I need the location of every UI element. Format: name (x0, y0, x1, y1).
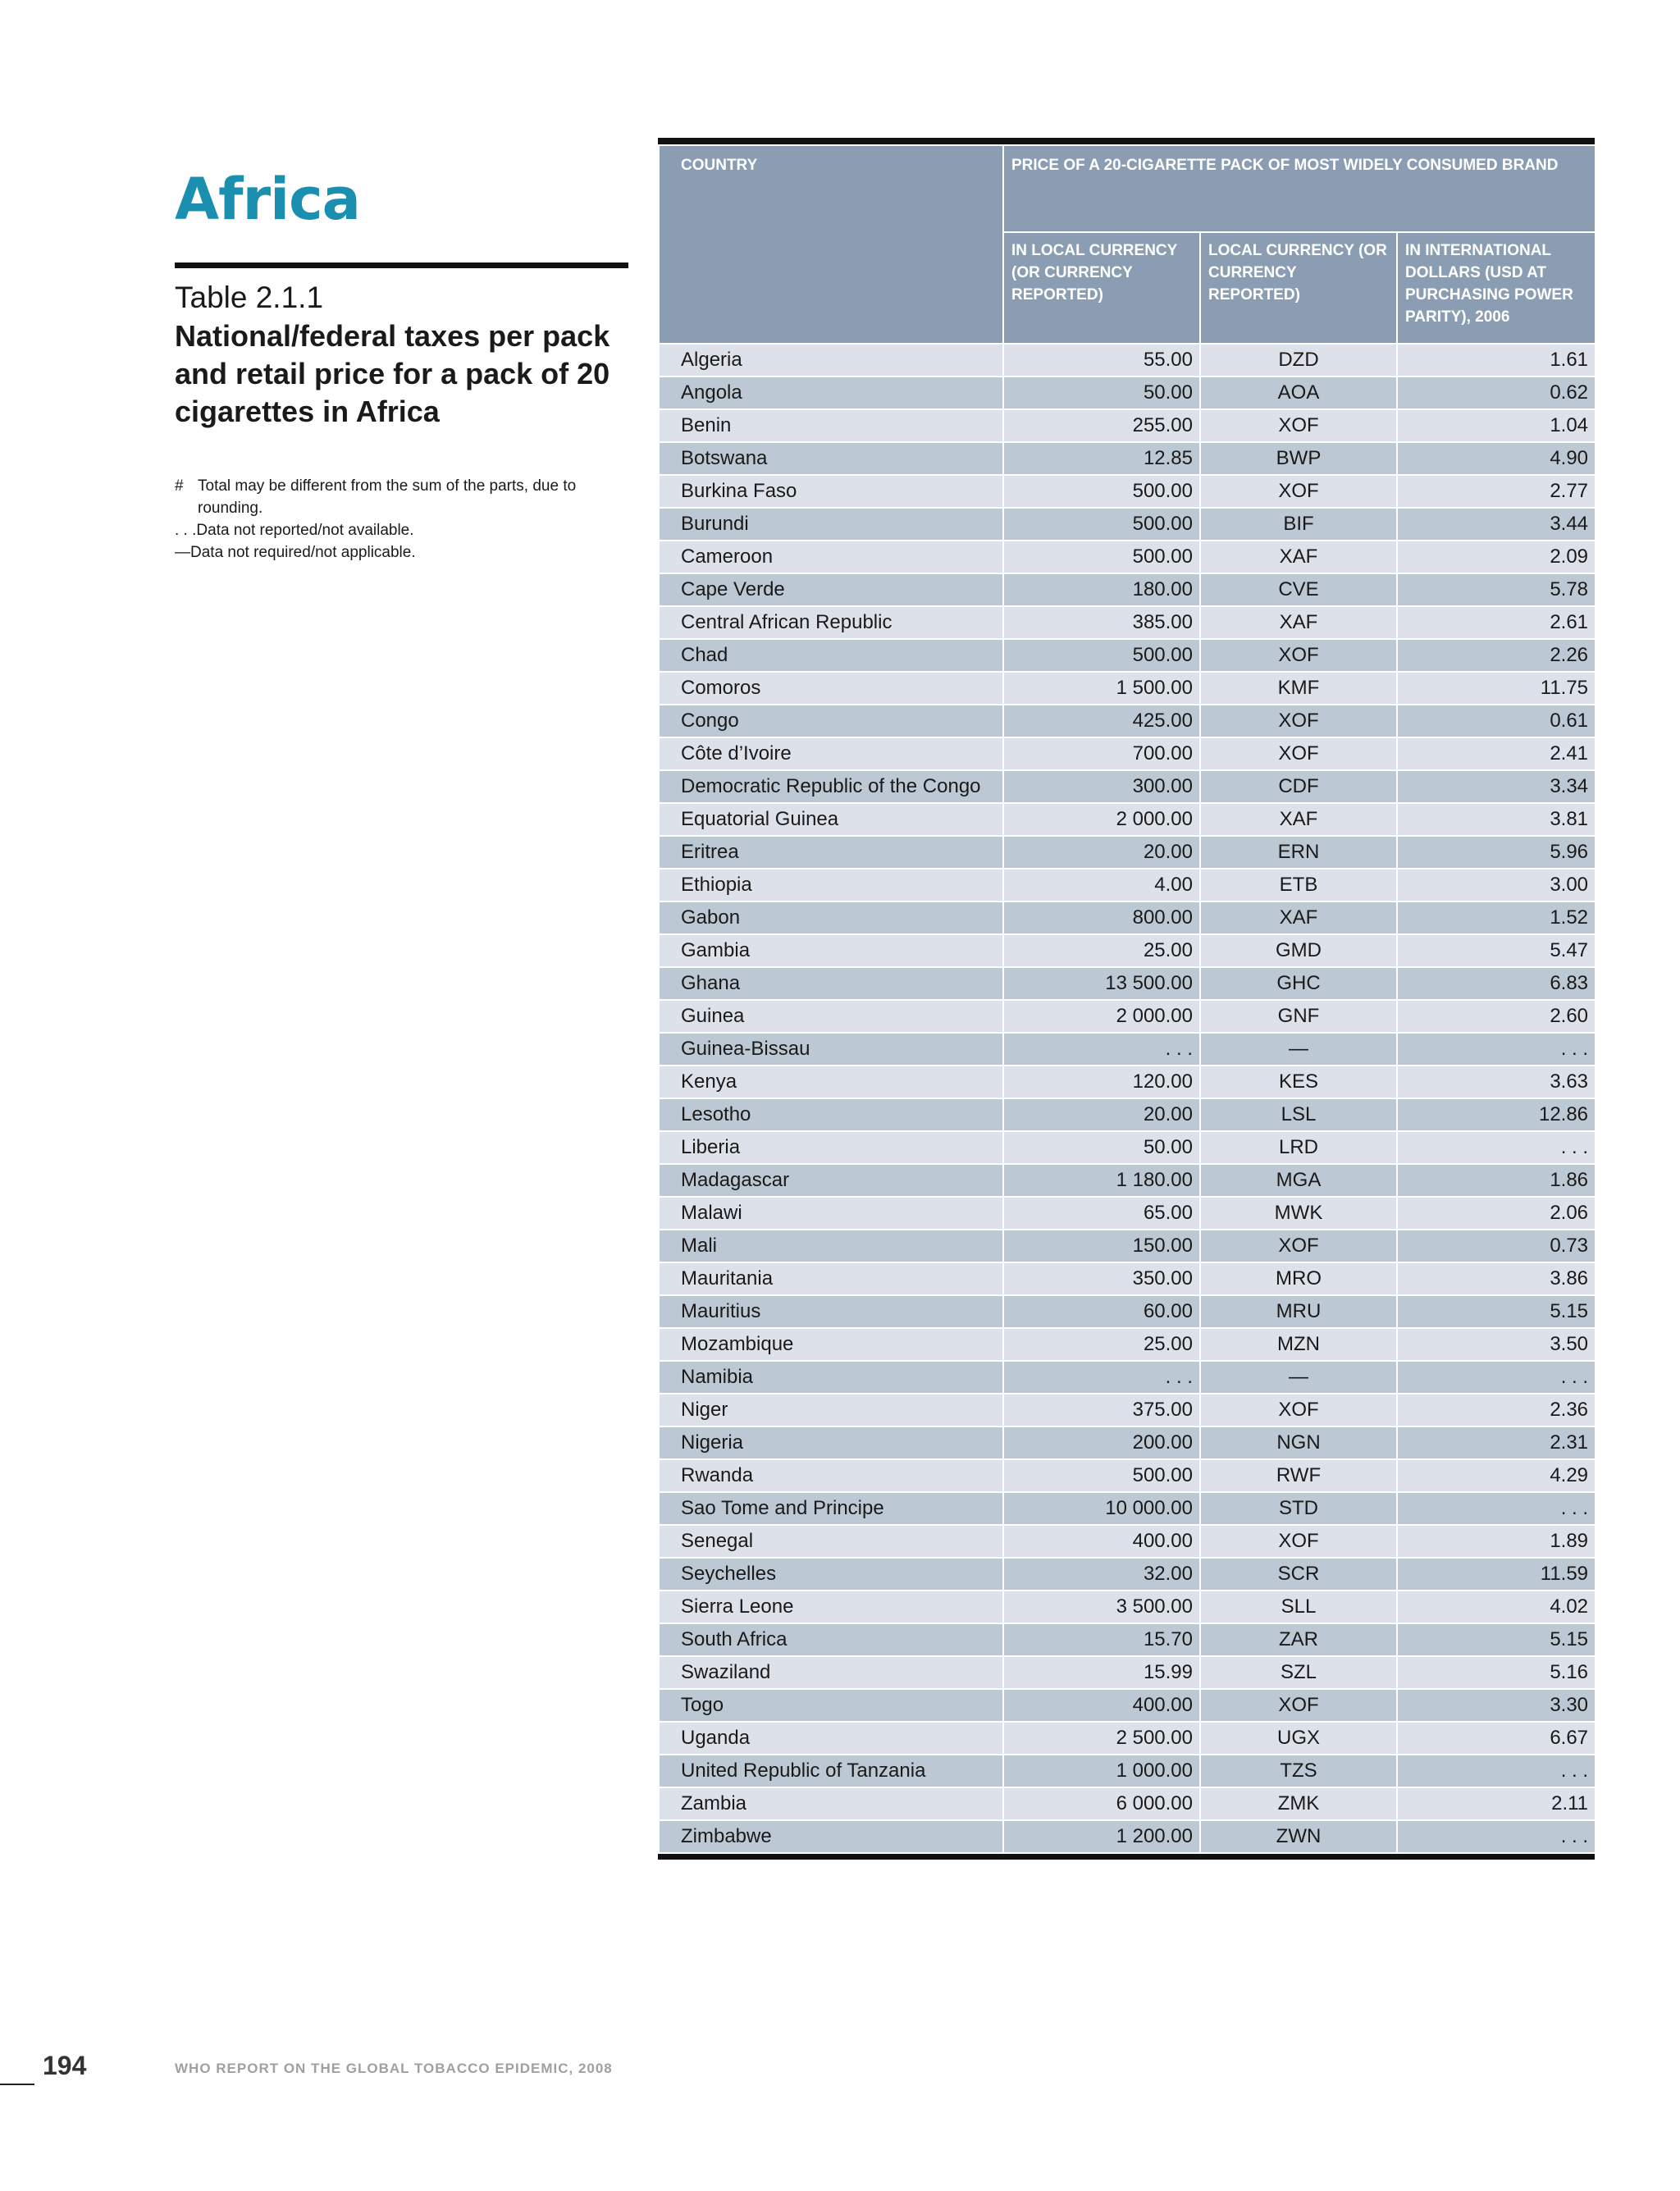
table-row (659, 1262, 1596, 1295)
note-item (175, 541, 628, 564)
cell-local-price: 120.00 (1003, 1066, 1200, 1098)
cell-currency: XOF (1200, 1689, 1397, 1722)
table-row (659, 1656, 1596, 1689)
running-title: WHO REPORT ON THE GLOBAL TOBACCO EPIDEMIC, 2008 (175, 2061, 613, 2076)
cell-intl-price: 0.73 (1397, 1230, 1596, 1262)
note-text: Data not required/not applicable. (190, 544, 416, 562)
cell-local-price: 20.00 (1003, 836, 1200, 869)
cell-country: Democratic Republic of the Congo (659, 770, 1003, 803)
cell-country: Burkina Faso (659, 475, 1003, 508)
cell-country: Ghana (659, 967, 1003, 1000)
table-row (659, 475, 1596, 508)
cell-local-price: 2 000.00 (1003, 1000, 1200, 1033)
table-row (659, 344, 1596, 377)
cell-currency: — (1200, 1033, 1397, 1066)
table-row (659, 1820, 1596, 1853)
cell-intl-price: 11.75 (1397, 672, 1596, 705)
cell-country: Senegal (659, 1525, 1003, 1558)
cell-country: Benin (659, 409, 1003, 442)
table-row (659, 606, 1596, 639)
cell-local-price: . . . (1003, 1033, 1200, 1066)
cell-local-price: 500.00 (1003, 541, 1200, 573)
cell-currency: GMD (1200, 934, 1397, 967)
cell-local-price: 50.00 (1003, 1131, 1200, 1164)
cell-currency: LRD (1200, 1131, 1397, 1164)
cell-currency: UGX (1200, 1722, 1397, 1755)
cell-currency: MWK (1200, 1197, 1397, 1230)
table-row (659, 1755, 1596, 1787)
cell-country: Gambia (659, 934, 1003, 967)
cell-intl-price: . . . (1397, 1131, 1596, 1164)
cell-country: Central African Republic (659, 606, 1003, 639)
table-row (659, 377, 1596, 409)
cell-currency: DZD (1200, 344, 1397, 377)
cell-intl-price: 5.96 (1397, 836, 1596, 869)
table-row (659, 1164, 1596, 1197)
note-item (175, 475, 628, 519)
cell-country: Eritrea (659, 836, 1003, 869)
region-title: Africa (175, 166, 360, 233)
cell-country: Kenya (659, 1066, 1003, 1098)
note-symbol: # (175, 477, 184, 495)
cell-local-price: 2 000.00 (1003, 803, 1200, 836)
cell-currency: — (1200, 1361, 1397, 1394)
cell-currency: KMF (1200, 672, 1397, 705)
table-row (659, 770, 1596, 803)
cell-country: Lesotho (659, 1098, 1003, 1131)
cell-intl-price: 12.86 (1397, 1098, 1596, 1131)
cell-currency: ETB (1200, 869, 1397, 902)
cell-local-price: 4.00 (1003, 869, 1200, 902)
cell-local-price: 1 500.00 (1003, 672, 1200, 705)
cell-local-price: 500.00 (1003, 508, 1200, 541)
page-number: 194 (43, 2051, 87, 2080)
header-country: COUNTRY (659, 145, 1003, 344)
table-row (659, 836, 1596, 869)
cell-local-price: 375.00 (1003, 1394, 1200, 1426)
cell-currency: ZWN (1200, 1820, 1397, 1853)
cell-country: Algeria (659, 344, 1003, 377)
cell-country: Uganda (659, 1722, 1003, 1755)
cell-country: Nigeria (659, 1426, 1003, 1459)
cell-local-price: 1 200.00 (1003, 1820, 1200, 1853)
cell-intl-price: 5.15 (1397, 1623, 1596, 1656)
cell-country: Gabon (659, 902, 1003, 934)
cell-country: Sierra Leone (659, 1591, 1003, 1623)
cell-currency: XOF (1200, 475, 1397, 508)
table-row (659, 1066, 1596, 1098)
price-table (658, 144, 1596, 1854)
cell-local-price: 500.00 (1003, 475, 1200, 508)
cell-local-price: 700.00 (1003, 737, 1200, 770)
table-row (659, 639, 1596, 672)
cell-currency: CDF (1200, 770, 1397, 803)
table-number: Table 2.1.1 (175, 281, 324, 314)
cell-country: Botswana (659, 442, 1003, 475)
table-row (659, 508, 1596, 541)
cell-currency: XOF (1200, 409, 1397, 442)
cell-intl-price: 2.77 (1397, 475, 1596, 508)
cell-local-price: 150.00 (1003, 1230, 1200, 1262)
cell-local-price: 50.00 (1003, 377, 1200, 409)
cell-currency: MRO (1200, 1262, 1397, 1295)
cell-currency: RWF (1200, 1459, 1397, 1492)
cell-local-price: 2 500.00 (1003, 1722, 1200, 1755)
cell-currency: SCR (1200, 1558, 1397, 1591)
cell-country: Mauritius (659, 1295, 1003, 1328)
cell-country: Swaziland (659, 1656, 1003, 1689)
table-row (659, 1000, 1596, 1033)
cell-local-price: 65.00 (1003, 1197, 1200, 1230)
table-row (659, 1394, 1596, 1426)
table-body (659, 344, 1596, 1853)
cell-intl-price: 4.29 (1397, 1459, 1596, 1492)
cell-intl-price: 5.15 (1397, 1295, 1596, 1328)
cell-intl-price: 0.62 (1397, 377, 1596, 409)
footer-rule (0, 2084, 34, 2085)
cell-country: Ethiopia (659, 869, 1003, 902)
cell-currency: XOF (1200, 1394, 1397, 1426)
cell-currency: XOF (1200, 1525, 1397, 1558)
cell-currency: GNF (1200, 1000, 1397, 1033)
table-row (659, 672, 1596, 705)
cell-currency: XOF (1200, 737, 1397, 770)
cell-currency: CVE (1200, 573, 1397, 606)
cell-country: Liberia (659, 1131, 1003, 1164)
table-row (659, 1295, 1596, 1328)
cell-local-price: 25.00 (1003, 1328, 1200, 1361)
cell-local-price: 300.00 (1003, 770, 1200, 803)
cell-intl-price: 1.86 (1397, 1164, 1596, 1197)
cell-country: Angola (659, 377, 1003, 409)
cell-intl-price: . . . (1397, 1820, 1596, 1853)
table-row (659, 705, 1596, 737)
cell-country: Burundi (659, 508, 1003, 541)
cell-intl-price: 2.31 (1397, 1426, 1596, 1459)
note-text: Data not reported/not available. (196, 522, 414, 540)
cell-country: Congo (659, 705, 1003, 737)
cell-country: Seychelles (659, 1558, 1003, 1591)
cell-intl-price: 3.44 (1397, 508, 1596, 541)
cell-local-price: 1 000.00 (1003, 1755, 1200, 1787)
table-title: National/federal taxes per pack and retail price for a pack of 20 cigarettes in Africa (175, 319, 610, 429)
cell-currency: NGN (1200, 1426, 1397, 1459)
table-row (659, 541, 1596, 573)
cell-country: Malawi (659, 1197, 1003, 1230)
table-row (659, 902, 1596, 934)
cell-local-price: 425.00 (1003, 705, 1200, 737)
cell-intl-price: . . . (1397, 1033, 1596, 1066)
cell-intl-price: 6.83 (1397, 967, 1596, 1000)
title-rule (175, 262, 628, 268)
cell-local-price: 32.00 (1003, 1558, 1200, 1591)
cell-intl-price: 2.09 (1397, 541, 1596, 573)
cell-intl-price: . . . (1397, 1492, 1596, 1525)
header-currency: LOCAL CURRENCY (OR CURRENCY REPORTED) (1200, 232, 1397, 344)
header-intl-dollars: IN INTERNATIONAL DOLLARS (USD AT PURCHASING POWER PARITY), 2006 (1397, 232, 1596, 344)
cell-local-price: 1 180.00 (1003, 1164, 1200, 1197)
header-price-group: PRICE OF A 20-CIGARETTE PACK OF MOST WIDELY CONSUMED BRAND (1003, 145, 1596, 232)
cell-intl-price: 5.78 (1397, 573, 1596, 606)
table-row (659, 442, 1596, 475)
table-row (659, 737, 1596, 770)
cell-local-price: 500.00 (1003, 639, 1200, 672)
cell-currency: ZAR (1200, 1623, 1397, 1656)
table-row (659, 1787, 1596, 1820)
cell-local-price: 400.00 (1003, 1689, 1200, 1722)
cell-currency: LSL (1200, 1098, 1397, 1131)
cell-local-price: 12.85 (1003, 442, 1200, 475)
table-row (659, 1098, 1596, 1131)
table-row (659, 1591, 1596, 1623)
cell-local-price: . . . (1003, 1361, 1200, 1394)
cell-currency: XAF (1200, 541, 1397, 573)
cell-currency: MRU (1200, 1295, 1397, 1328)
cell-country: Guinea-Bissau (659, 1033, 1003, 1066)
cell-intl-price: 1.04 (1397, 409, 1596, 442)
cell-country: United Republic of Tanzania (659, 1755, 1003, 1787)
table-row (659, 934, 1596, 967)
cell-local-price: 180.00 (1003, 573, 1200, 606)
cell-intl-price: . . . (1397, 1361, 1596, 1394)
cell-currency: XOF (1200, 639, 1397, 672)
cell-currency: BWP (1200, 442, 1397, 475)
cell-intl-price: 1.61 (1397, 344, 1596, 377)
cell-intl-price: 2.61 (1397, 606, 1596, 639)
cell-currency: TZS (1200, 1755, 1397, 1787)
table-row (659, 803, 1596, 836)
table-row (659, 1623, 1596, 1656)
cell-local-price: 200.00 (1003, 1426, 1200, 1459)
cell-currency: BIF (1200, 508, 1397, 541)
table-row (659, 1722, 1596, 1755)
cell-country: Rwanda (659, 1459, 1003, 1492)
cell-currency: XAF (1200, 803, 1397, 836)
cell-intl-price: 0.61 (1397, 705, 1596, 737)
cell-currency: MGA (1200, 1164, 1397, 1197)
cell-country: Mauritania (659, 1262, 1003, 1295)
table-row (659, 1426, 1596, 1459)
cell-country: Zambia (659, 1787, 1003, 1820)
cell-intl-price: 3.63 (1397, 1066, 1596, 1098)
cell-country: Equatorial Guinea (659, 803, 1003, 836)
cell-local-price: 10 000.00 (1003, 1492, 1200, 1525)
cell-country: Cameroon (659, 541, 1003, 573)
cell-intl-price: 3.86 (1397, 1262, 1596, 1295)
cell-country: Madagascar (659, 1164, 1003, 1197)
table-row (659, 409, 1596, 442)
table-row (659, 967, 1596, 1000)
cell-local-price: 15.70 (1003, 1623, 1200, 1656)
table-row (659, 1492, 1596, 1525)
cell-country: Cape Verde (659, 573, 1003, 606)
cell-intl-price: 6.67 (1397, 1722, 1596, 1755)
cell-local-price: 385.00 (1003, 606, 1200, 639)
cell-currency: SZL (1200, 1656, 1397, 1689)
cell-local-price: 15.99 (1003, 1656, 1200, 1689)
cell-local-price: 20.00 (1003, 1098, 1200, 1131)
table-row (659, 1033, 1596, 1066)
cell-country: Togo (659, 1689, 1003, 1722)
cell-intl-price: 4.90 (1397, 442, 1596, 475)
note-symbol: — (175, 544, 190, 562)
cell-country: Zimbabwe (659, 1820, 1003, 1853)
cell-intl-price: 5.16 (1397, 1656, 1596, 1689)
notes (175, 475, 628, 564)
cell-currency: STD (1200, 1492, 1397, 1525)
cell-intl-price: 2.06 (1397, 1197, 1596, 1230)
table-row (659, 1230, 1596, 1262)
cell-country: Namibia (659, 1361, 1003, 1394)
cell-intl-price: 3.00 (1397, 869, 1596, 902)
cell-local-price: 60.00 (1003, 1295, 1200, 1328)
table-row (659, 1361, 1596, 1394)
cell-country: Niger (659, 1394, 1003, 1426)
cell-local-price: 6 000.00 (1003, 1787, 1200, 1820)
cell-currency: AOA (1200, 377, 1397, 409)
cell-intl-price: 11.59 (1397, 1558, 1596, 1591)
cell-intl-price: 1.52 (1397, 902, 1596, 934)
cell-country: South Africa (659, 1623, 1003, 1656)
cell-currency: XOF (1200, 705, 1397, 737)
table-row (659, 1197, 1596, 1230)
cell-local-price: 3 500.00 (1003, 1591, 1200, 1623)
cell-local-price: 400.00 (1003, 1525, 1200, 1558)
cell-country: Guinea (659, 1000, 1003, 1033)
table-row (659, 1525, 1596, 1558)
table-row (659, 1689, 1596, 1722)
note-text: Total may be different from the sum of the parts, due to rounding. (198, 477, 577, 518)
cell-currency: XOF (1200, 1230, 1397, 1262)
cell-country: Mozambique (659, 1328, 1003, 1361)
cell-country: Chad (659, 639, 1003, 672)
cell-local-price: 13 500.00 (1003, 967, 1200, 1000)
cell-country: Comoros (659, 672, 1003, 705)
cell-intl-price: 5.47 (1397, 934, 1596, 967)
cell-intl-price: 2.11 (1397, 1787, 1596, 1820)
cell-local-price: 800.00 (1003, 902, 1200, 934)
header-local-price: IN LOCAL CURRENCY (OR CURRENCY REPORTED) (1003, 232, 1200, 344)
table-row (659, 573, 1596, 606)
cell-local-price: 25.00 (1003, 934, 1200, 967)
note-item (175, 519, 628, 541)
cell-intl-price: 4.02 (1397, 1591, 1596, 1623)
cell-local-price: 255.00 (1003, 409, 1200, 442)
cell-intl-price: 3.81 (1397, 803, 1596, 836)
note-symbol: . . . (175, 522, 197, 540)
cell-intl-price: 1.89 (1397, 1525, 1596, 1558)
table-row (659, 869, 1596, 902)
table-row (659, 1459, 1596, 1492)
cell-intl-price: 3.34 (1397, 770, 1596, 803)
cell-currency: ZMK (1200, 1787, 1397, 1820)
cell-currency: SLL (1200, 1591, 1397, 1623)
cell-country: Sao Tome and Principe (659, 1492, 1003, 1525)
cell-intl-price: 2.60 (1397, 1000, 1596, 1033)
cell-country: Côte d’Ivoire (659, 737, 1003, 770)
cell-intl-price: 2.41 (1397, 737, 1596, 770)
price-table-container (658, 138, 1595, 1860)
cell-currency: MZN (1200, 1328, 1397, 1361)
cell-local-price: 500.00 (1003, 1459, 1200, 1492)
cell-intl-price: 2.26 (1397, 639, 1596, 672)
cell-intl-price: . . . (1397, 1755, 1596, 1787)
table-row (659, 1558, 1596, 1591)
left-column (175, 164, 628, 564)
cell-intl-price: 2.36 (1397, 1394, 1596, 1426)
cell-currency: XAF (1200, 606, 1397, 639)
cell-currency: XAF (1200, 902, 1397, 934)
cell-intl-price: 3.30 (1397, 1689, 1596, 1722)
cell-currency: KES (1200, 1066, 1397, 1098)
table-row (659, 1131, 1596, 1164)
cell-currency: GHC (1200, 967, 1397, 1000)
cell-local-price: 55.00 (1003, 344, 1200, 377)
cell-country: Mali (659, 1230, 1003, 1262)
table-row (659, 1328, 1596, 1361)
cell-currency: ERN (1200, 836, 1397, 869)
cell-intl-price: 3.50 (1397, 1328, 1596, 1361)
page-footer (0, 2051, 738, 2084)
cell-local-price: 350.00 (1003, 1262, 1200, 1295)
